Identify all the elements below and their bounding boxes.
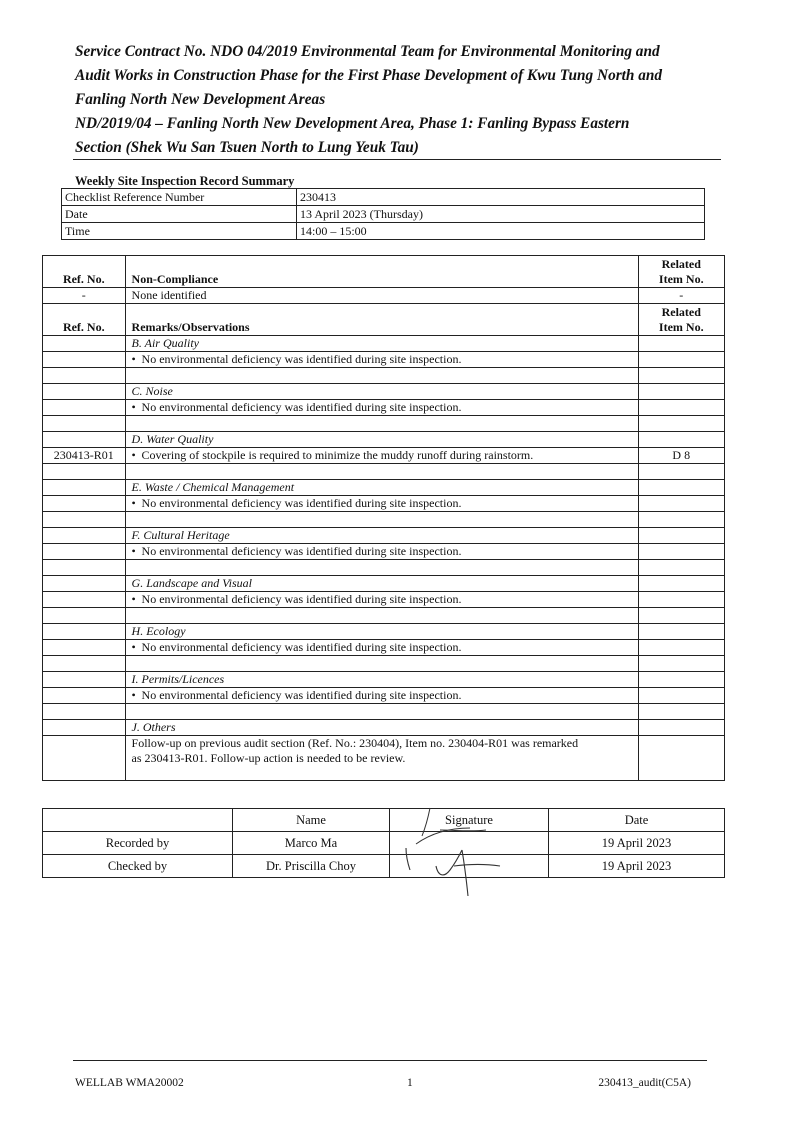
ref-cell: - bbox=[43, 288, 126, 304]
date-value: 13 April 2023 (Thursday) bbox=[297, 206, 705, 223]
related-cell bbox=[638, 464, 724, 480]
ref-cell bbox=[43, 336, 126, 352]
name-header: Name bbox=[233, 809, 390, 832]
remarks-header-label: Remarks/Observations bbox=[125, 304, 638, 336]
related-cell: - bbox=[638, 288, 724, 304]
category-title: I. Permits/Licences bbox=[125, 672, 638, 688]
checklist-ref-label: Checklist Reference Number bbox=[62, 189, 297, 206]
title-line: ND/2019/04 – Fanling North New Development Area, Phase 1: Fanling Bypass Eastern bbox=[75, 115, 630, 132]
ref-cell bbox=[43, 560, 126, 576]
ref-cell bbox=[43, 368, 126, 384]
table-row bbox=[43, 496, 725, 512]
others-note-line: as 230413-R01. Follow-up action is needed to be review. bbox=[131, 751, 406, 765]
ref-cell bbox=[43, 720, 126, 736]
table-row bbox=[43, 432, 725, 448]
ref-cell bbox=[43, 384, 126, 400]
related-cell bbox=[638, 608, 724, 624]
table-row bbox=[43, 368, 725, 384]
related-cell bbox=[638, 416, 724, 432]
table-row bbox=[43, 528, 725, 544]
title-line: Service Contract No. NDO 04/2019 Environmental Team for Environmental Monitoring and bbox=[75, 43, 660, 60]
ref-cell bbox=[43, 416, 126, 432]
observation-cell bbox=[125, 688, 638, 704]
bullet-icon: • bbox=[131, 544, 136, 558]
ref-cell bbox=[43, 656, 126, 672]
table-row bbox=[43, 855, 725, 878]
category-rows bbox=[43, 336, 725, 720]
ref-cell bbox=[43, 736, 126, 781]
table-row bbox=[43, 384, 725, 400]
bullet-icon: • bbox=[131, 400, 136, 414]
ref-header: Ref. No. bbox=[43, 256, 126, 288]
ref-header: Ref. No. bbox=[43, 304, 126, 336]
table-row bbox=[43, 640, 725, 656]
table-row bbox=[43, 592, 725, 608]
time-value: 14:00 – 15:00 bbox=[297, 223, 705, 240]
role-cell: Recorded by bbox=[43, 832, 233, 855]
ref-cell bbox=[43, 704, 126, 720]
category-title: J. Others bbox=[125, 720, 638, 736]
ref-cell bbox=[43, 592, 126, 608]
related-cell bbox=[638, 624, 724, 640]
description-cell: None identified bbox=[125, 288, 638, 304]
bullet-icon: • bbox=[131, 688, 136, 702]
related-cell bbox=[638, 400, 724, 416]
checklist-ref-value: 230413 bbox=[297, 189, 705, 206]
table-row bbox=[43, 608, 725, 624]
bullet-icon: • bbox=[131, 592, 136, 606]
table-row bbox=[43, 336, 725, 352]
related-cell bbox=[638, 496, 724, 512]
ref-cell bbox=[43, 640, 126, 656]
table-row bbox=[43, 809, 725, 832]
table-row bbox=[43, 656, 725, 672]
category-title: D. Water Quality bbox=[125, 432, 638, 448]
related-cell bbox=[638, 736, 724, 781]
category-title: H. Ecology bbox=[125, 624, 638, 640]
name-cell: Marco Ma bbox=[233, 832, 390, 855]
related-cell bbox=[638, 720, 724, 736]
spacer-cell bbox=[125, 368, 638, 384]
observation-cell bbox=[125, 544, 638, 560]
observation-text: No environmental deficiency was identified during site inspection. bbox=[141, 640, 462, 654]
time-label: Time bbox=[62, 223, 297, 240]
date-label: Date bbox=[62, 206, 297, 223]
ref-cell bbox=[43, 512, 126, 528]
spacer-cell bbox=[125, 560, 638, 576]
related-cell bbox=[638, 592, 724, 608]
observation-text: No environmental deficiency was identified during site inspection. bbox=[141, 688, 462, 702]
title-line: Audit Works in Construction Phase for the First Phase Development of Kwu Tung North and bbox=[75, 67, 663, 84]
observation-text: No environmental deficiency was identified during site inspection. bbox=[141, 400, 462, 414]
inspection-summary-table bbox=[61, 188, 705, 240]
date-cell: 19 April 2023 bbox=[549, 832, 725, 855]
observation-cell bbox=[125, 496, 638, 512]
ref-cell bbox=[43, 480, 126, 496]
related-cell bbox=[638, 480, 724, 496]
ref-cell bbox=[43, 400, 126, 416]
remarks-header bbox=[43, 304, 725, 336]
observation-cell bbox=[125, 400, 638, 416]
table-row bbox=[43, 480, 725, 496]
ref-cell bbox=[43, 544, 126, 560]
spacer-cell bbox=[125, 512, 638, 528]
footer-left: WELLAB WMA20002 bbox=[75, 1077, 184, 1089]
table-row bbox=[43, 400, 725, 416]
spacer-cell bbox=[125, 656, 638, 672]
category-title: F. Cultural Heritage bbox=[125, 528, 638, 544]
non-compliance-header-label: Non-Compliance bbox=[125, 256, 638, 288]
related-cell bbox=[638, 336, 724, 352]
category-title: C. Noise bbox=[125, 384, 638, 400]
table-row bbox=[43, 704, 725, 720]
observation-cell bbox=[125, 352, 638, 368]
table-row bbox=[43, 624, 725, 640]
related-item-header bbox=[638, 304, 724, 336]
others-note-line: Follow-up on previous audit section (Ref. No.: 230404), Item no. 230404-R01 was remarked bbox=[131, 736, 579, 750]
observation-cell bbox=[125, 592, 638, 608]
title-line: Section (Shek Wu San Tsuen North to Lung Yeuk Tau) bbox=[75, 139, 419, 156]
ref-cell bbox=[43, 496, 126, 512]
bullet-icon: • bbox=[131, 448, 136, 462]
related-header-line: Item No. bbox=[658, 272, 704, 286]
document-title bbox=[75, 40, 715, 160]
ref-cell bbox=[43, 608, 126, 624]
bullet-icon: • bbox=[131, 640, 136, 654]
ref-cell bbox=[43, 576, 126, 592]
table-row bbox=[43, 832, 725, 855]
related-cell bbox=[638, 352, 724, 368]
table-row bbox=[43, 288, 725, 304]
related-cell bbox=[638, 688, 724, 704]
related-cell bbox=[638, 704, 724, 720]
related-cell bbox=[638, 576, 724, 592]
footer-divider bbox=[73, 1060, 707, 1061]
footer-right: 230413_audit(C5A) bbox=[598, 1077, 691, 1089]
observation-cell bbox=[125, 448, 638, 464]
related-header-line: Item No. bbox=[658, 320, 704, 334]
table-row bbox=[43, 448, 725, 464]
ref-cell bbox=[43, 672, 126, 688]
ref-cell bbox=[43, 528, 126, 544]
date-cell: 19 April 2023 bbox=[549, 855, 725, 878]
ref-cell bbox=[43, 688, 126, 704]
observation-text: Covering of stockpile is required to minimize the muddy runoff during rainstorm. bbox=[141, 448, 534, 462]
related-item-header bbox=[638, 256, 724, 288]
observation-cell bbox=[125, 640, 638, 656]
signature-header: Signature bbox=[390, 809, 549, 832]
page-number: 1 bbox=[407, 1077, 413, 1089]
spacer-cell bbox=[125, 464, 638, 480]
related-cell bbox=[638, 640, 724, 656]
role-cell: Checked by bbox=[43, 855, 233, 878]
observation-text: No environmental deficiency was identified during site inspection. bbox=[141, 544, 462, 558]
related-cell bbox=[638, 384, 724, 400]
date-header: Date bbox=[549, 809, 725, 832]
summary-caption: Weekly Site Inspection Record Summary bbox=[75, 174, 295, 188]
title-divider bbox=[73, 159, 721, 160]
related-cell: D 8 bbox=[638, 448, 724, 464]
observation-text: No environmental deficiency was identified during site inspection. bbox=[141, 496, 462, 510]
observation-text: No environmental deficiency was identified during site inspection. bbox=[141, 352, 462, 366]
handwritten-signature bbox=[400, 806, 510, 901]
related-cell bbox=[638, 656, 724, 672]
ref-cell bbox=[43, 624, 126, 640]
findings-table bbox=[42, 255, 725, 781]
related-cell bbox=[638, 528, 724, 544]
table-row bbox=[62, 223, 705, 240]
related-cell bbox=[638, 544, 724, 560]
related-cell bbox=[638, 432, 724, 448]
table-row bbox=[62, 189, 705, 206]
category-title: E. Waste / Chemical Management bbox=[125, 480, 638, 496]
spacer-cell bbox=[125, 608, 638, 624]
category-title: G. Landscape and Visual bbox=[125, 576, 638, 592]
table-row bbox=[43, 560, 725, 576]
related-cell bbox=[638, 368, 724, 384]
category-title: B. Air Quality bbox=[125, 336, 638, 352]
bullet-icon: • bbox=[131, 352, 136, 366]
name-cell: Dr. Priscilla Choy bbox=[233, 855, 390, 878]
table-row bbox=[43, 416, 725, 432]
title-line: Fanling North New Development Areas bbox=[75, 91, 326, 108]
blank-header bbox=[43, 809, 233, 832]
table-row bbox=[43, 544, 725, 560]
related-cell bbox=[638, 560, 724, 576]
table-row bbox=[62, 206, 705, 223]
spacer-cell bbox=[125, 704, 638, 720]
related-header-line: Related bbox=[661, 257, 701, 271]
table-row bbox=[43, 464, 725, 480]
spacer-cell bbox=[125, 416, 638, 432]
table-row bbox=[43, 736, 725, 781]
related-cell bbox=[638, 512, 724, 528]
bullet-icon: • bbox=[131, 496, 136, 510]
non-compliance-header bbox=[43, 256, 725, 288]
signoff-table bbox=[42, 808, 725, 878]
table-row bbox=[43, 352, 725, 368]
ref-cell bbox=[43, 352, 126, 368]
ref-cell bbox=[43, 464, 126, 480]
related-header-line: Related bbox=[661, 305, 701, 319]
others-note bbox=[125, 736, 638, 781]
related-cell bbox=[638, 672, 724, 688]
table-row bbox=[43, 688, 725, 704]
observation-text: No environmental deficiency was identified during site inspection. bbox=[141, 592, 462, 606]
ref-cell bbox=[43, 432, 126, 448]
table-row bbox=[43, 720, 725, 736]
ref-cell: 230413-R01 bbox=[43, 448, 126, 464]
table-row bbox=[43, 512, 725, 528]
table-row bbox=[43, 672, 725, 688]
table-row bbox=[43, 576, 725, 592]
